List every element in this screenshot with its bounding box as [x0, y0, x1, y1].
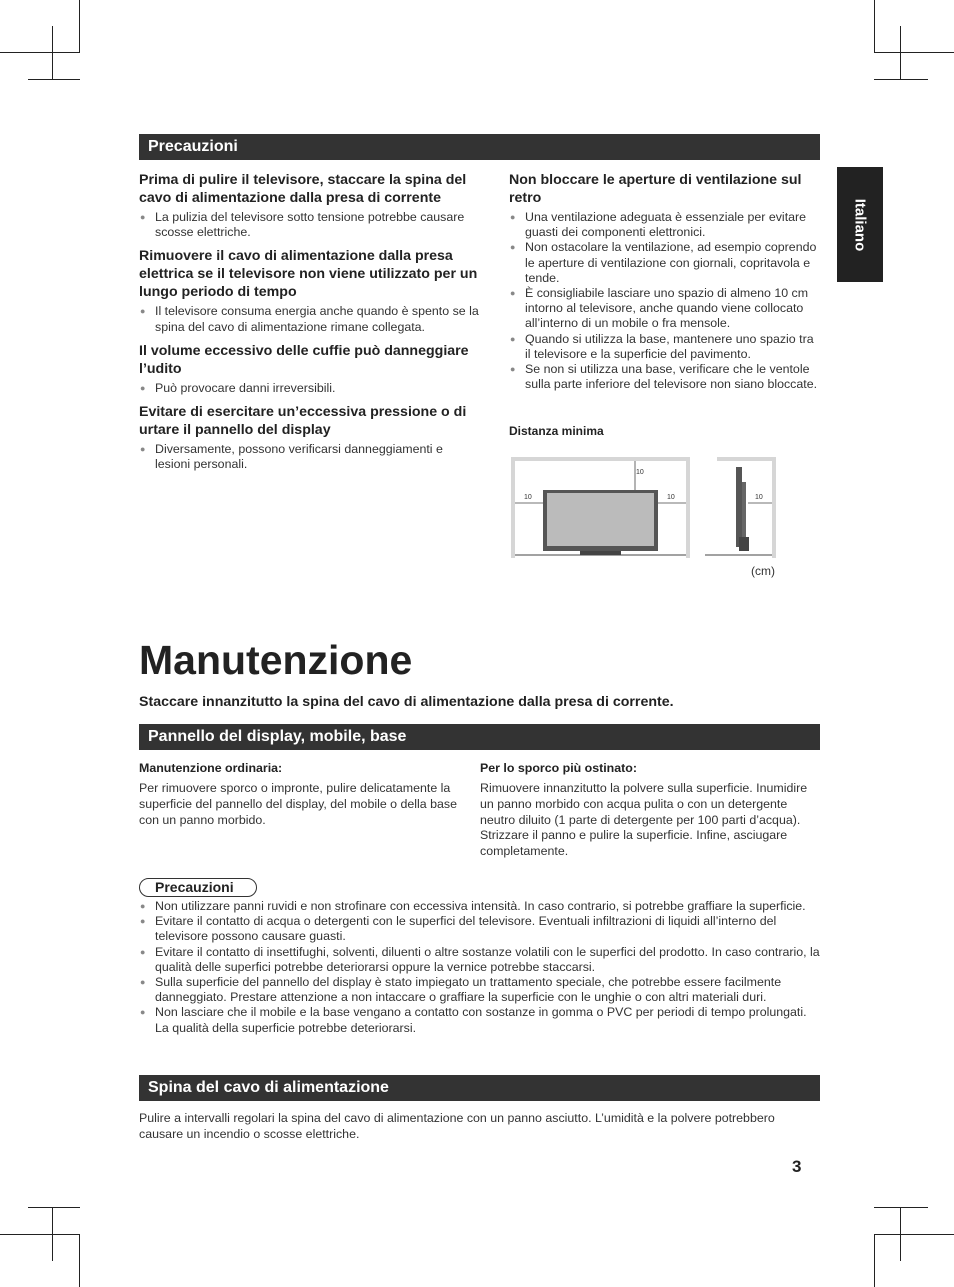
precauzioni-label: Precauzioni — [139, 878, 257, 897]
section-bar-precauzioni: Precauzioni — [139, 134, 820, 160]
ostinato-block — [480, 760, 822, 860]
precauzioni-right-column — [509, 171, 820, 392]
precaution-heading: Prima di pulire il televisore, staccare la spina del cavo di alimentazione dalla presa di corrente — [139, 172, 467, 206]
dim-right: 10 — [667, 494, 675, 501]
tv-front-screen — [547, 493, 654, 546]
ventilation-heading: Non bloccare le aperture di ventilazione sul retro — [509, 172, 802, 206]
manutenzione-bullet: ● Evitare il contatto di insettifughi, solventi, diluenti o altre sostanze volatili con le superfici del prodotto. In caso contrario, la qualità delle superfici potrebbe deteriorarsi oppure la vernice potrebbe staccarsi. — [139, 945, 821, 975]
manutenzione-precautions-list — [139, 899, 821, 1036]
precaution-block — [139, 342, 479, 396]
ostinato-title: Per lo sporco più ostinato: — [480, 761, 637, 775]
ostinato-text: Rimuovere innanzitutto la polvere sulla superficie. Inumidire un panno morbido con acqua pulita o con un detergente neutro diluito (1 parte di detergente per 100 parti d’acqua). Strizzare il panno e pulire la superficie. Infine, asciugare completamente. — [480, 781, 808, 859]
diagram-unit: (cm) — [751, 564, 775, 578]
dim-left: 10 — [524, 494, 532, 501]
page-title: Manutenzione — [139, 637, 413, 683]
ventilation-bullet: ● Quando si utilizza la base, mantenere uno spazio tra il televisore e la superficie del pavimento. — [509, 332, 820, 362]
manutenzione-intro: Staccare innanzitutto la spina del cavo di alimentazione dalla presa di corrente. — [139, 694, 674, 710]
precaution-heading: Evitare di esercitare un’eccessiva pressione o di urtare il pannello del display — [139, 404, 467, 439]
precaution-bullet: ● Diversamente, possono verificarsi danneggiamenti e lesioni personali. — [139, 442, 459, 472]
precaution-bullet: ● La pulizia del televisore sotto tensione potrebbe causare scosse elettriche. — [139, 210, 479, 240]
precaution-heading: Rimuovere il cavo di alimentazione dalla presa elettrica se il televisore non viene utilizzato per un lungo periodo di tempo — [139, 248, 478, 301]
ventilation-bullet: ● Una ventilazione adeguata è essenziale per evitare guasti dei componenti elettronici. — [509, 210, 820, 240]
ventilation-bullet: ● Se non si utilizza una base, verificare che le ventole sulla parte inferiore del televisore non siano bloccate. — [509, 362, 820, 392]
tv-front-stand — [580, 551, 621, 555]
ordinaria-block — [139, 760, 464, 828]
precaution-block — [139, 171, 479, 240]
precaution-heading: Il volume eccessivo delle cuffie può danneggiare l’udito — [139, 342, 469, 377]
precaution-block — [139, 403, 479, 472]
precaution-block — [139, 247, 479, 334]
ventilation-bullet: ● È consigliabile lasciare uno spazio di almeno 10 cm intorno al televisore, anche quando viene collocato all’interno di un mobile o fra mensole. — [509, 286, 820, 332]
tv-side-stand — [739, 537, 749, 551]
page-number: 3 — [792, 1157, 802, 1176]
precaution-bullet: ● Può provocare danni irreversibili. — [139, 381, 479, 396]
language-tab — [837, 167, 883, 282]
manutenzione-bullet: ● Non utilizzare panni ruvidi e non strofinare con eccessiva intensità. In caso contrario, si potrebbe graffiare la superficie. — [139, 899, 821, 914]
tv-side-profile — [736, 467, 742, 547]
precauzioni-left-column — [139, 171, 479, 472]
manutenzione-bullet: ● Non lasciare che il mobile e la base vengano a contatto con sostanze in gomma o PVC per periodi di tempo prolungati. La qualità della superficie potrebbe deteriorarsi. — [139, 1005, 821, 1035]
manutenzione-bullet: ● Evitare il contatto di acqua o detergenti con le superfici del televisore. Eventuali infiltrazioni di liquidi all’interno del televisore possono causare guasti. — [139, 914, 821, 944]
dim-side: 10 — [755, 494, 763, 501]
section-bar-spina: Spina del cavo di alimentazione — [139, 1075, 820, 1101]
diagram-label: Distanza minima — [509, 424, 604, 438]
clearance-diagram — [505, 452, 785, 562]
ventilation-bullet: ● Non ostacolare la ventilazione, ad esempio coprendo le aperture di ventilazione con giornali, copritavola e tende. — [509, 240, 820, 286]
ordinaria-title: Manutenzione ordinaria: — [139, 761, 283, 775]
precaution-bullet: ● Il televisore consuma energia anche quando è spento se la spina del cavo di alimentazione rimane collegata. — [139, 304, 479, 334]
spina-text: Pulire a intervalli regolari la spina del cavo di alimentazione con un panno asciutto. L’umidità e la polvere potrebbero causare un incendio o scosse elettriche. — [139, 1111, 775, 1141]
section-bar-pannello: Pannello del display, mobile, base — [139, 724, 820, 750]
manutenzione-bullet: ● Sulla superficie del pannello del display è stato impiegato un trattamento speciale, che potrebbe essere facilmente danneggiato. Prestare attenzione a non intaccare o graffiare la superficie con le unghie o con altri materiali duri. — [139, 975, 821, 1005]
dim-top: 10 — [636, 469, 644, 476]
ordinaria-text: Per rimuovere sporco o impronte, pulire delicatamente la superficie del pannello del display, del mobile o della base con un panno morbido. — [139, 781, 457, 827]
language-tab-label: Italiano — [851, 198, 869, 251]
